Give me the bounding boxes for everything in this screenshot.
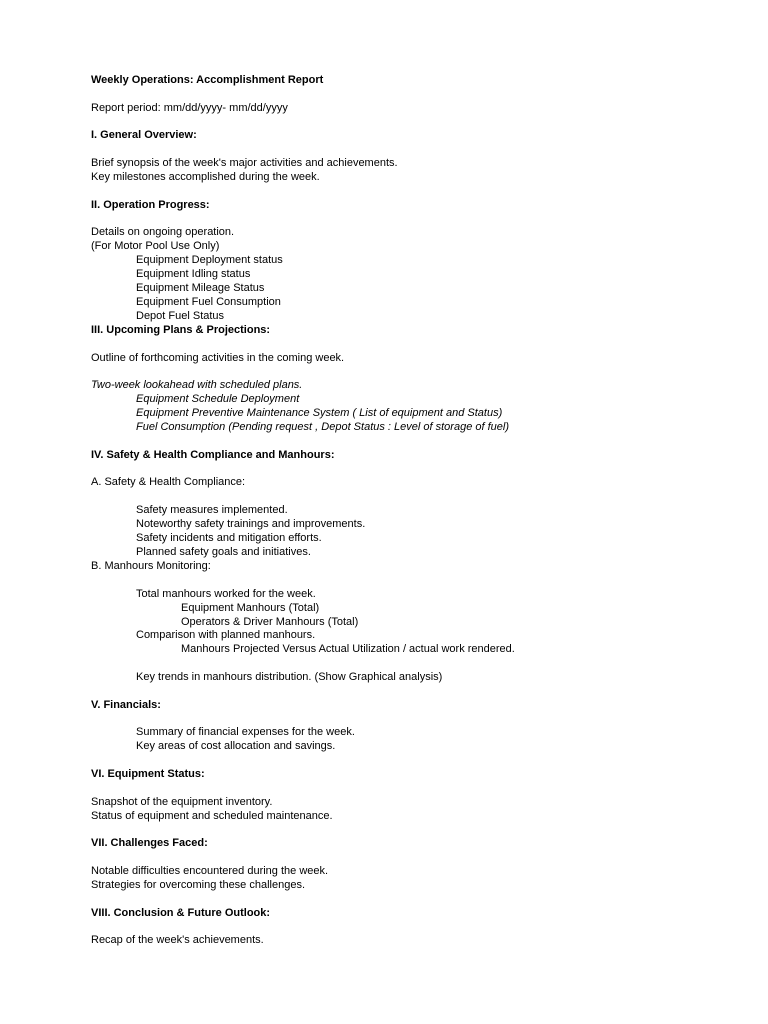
report-title: Weekly Operations: Accomplishment Report xyxy=(91,74,324,86)
list-item: Equipment Idling status xyxy=(136,268,251,280)
text-line: (For Motor Pool Use Only) xyxy=(91,240,220,252)
list-item: Equipment Deployment status xyxy=(136,254,283,266)
subsection-label: B. Manhours Monitoring: xyxy=(91,560,211,572)
list-subitem: Equipment Manhours (Total) xyxy=(181,602,320,614)
text-line: Details on ongoing operation. xyxy=(91,226,235,238)
section-heading-equipment-status: VI. Equipment Status: xyxy=(91,768,205,780)
text-line: Strategies for overcoming these challenges. xyxy=(91,879,306,891)
list-item: Safety incidents and mitigation efforts. xyxy=(136,532,322,544)
list-item: Comparison with planned manhours. xyxy=(136,629,316,641)
section-heading-financials: V. Financials: xyxy=(91,699,161,711)
section-heading-upcoming-plans: III. Upcoming Plans & Projections: xyxy=(91,324,271,336)
subsection-label: A. Safety & Health Compliance: xyxy=(91,476,246,488)
list-subitem: Manhours Projected Versus Actual Utilization / actual work rendered. xyxy=(181,643,515,655)
text-line: Key milestones accomplished during the week. xyxy=(91,171,320,183)
section-heading-challenges: VII. Challenges Faced: xyxy=(91,837,208,849)
list-item: Depot Fuel Status xyxy=(136,310,225,322)
section-heading-safety-health: IV. Safety & Health Compliance and Manhours: xyxy=(91,449,335,461)
list-item: Summary of financial expenses for the week. xyxy=(136,726,355,738)
text-line: Outline of forthcoming activities in the coming week. xyxy=(91,352,345,364)
list-item: Noteworthy safety trainings and improvements. xyxy=(136,518,366,530)
list-item: Key trends in manhours distribution. (Show Graphical analysis) xyxy=(136,671,443,683)
list-item: Equipment Schedule Deployment xyxy=(136,393,300,405)
section-heading-operation-progress: II. Operation Progress: xyxy=(91,199,210,211)
list-item: Total manhours worked for the week. xyxy=(136,588,316,600)
list-item: Fuel Consumption (Pending request , Depot Status : Level of storage of fuel) xyxy=(136,421,509,433)
list-item: Planned safety goals and initiatives. xyxy=(136,546,311,558)
list-item: Equipment Mileage Status xyxy=(136,282,265,294)
list-item: Key areas of cost allocation and savings. xyxy=(136,740,336,752)
section-heading-general-overview: I. General Overview: xyxy=(91,129,197,141)
text-line: Two-week lookahead with scheduled plans. xyxy=(91,379,303,391)
section-heading-conclusion: VIII. Conclusion & Future Outlook: xyxy=(91,907,271,919)
text-line: Recap of the week's achievements. xyxy=(91,934,264,946)
list-item: Equipment Preventive Maintenance System ( List of equipment and Status) xyxy=(136,407,503,419)
list-item: Safety measures implemented. xyxy=(136,504,288,516)
list-subitem: Operators & Driver Manhours (Total) xyxy=(181,616,359,628)
text-line: Snapshot of the equipment inventory. xyxy=(91,796,273,808)
report-period: Report period: mm/dd/yyyy- mm/dd/yyyy xyxy=(91,102,288,114)
text-line: Status of equipment and scheduled maintenance. xyxy=(91,810,333,822)
list-item: Equipment Fuel Consumption xyxy=(136,296,281,308)
text-line: Notable difficulties encountered during the week. xyxy=(91,865,329,877)
text-line: Brief synopsis of the week's major activities and achievements. xyxy=(91,157,398,169)
